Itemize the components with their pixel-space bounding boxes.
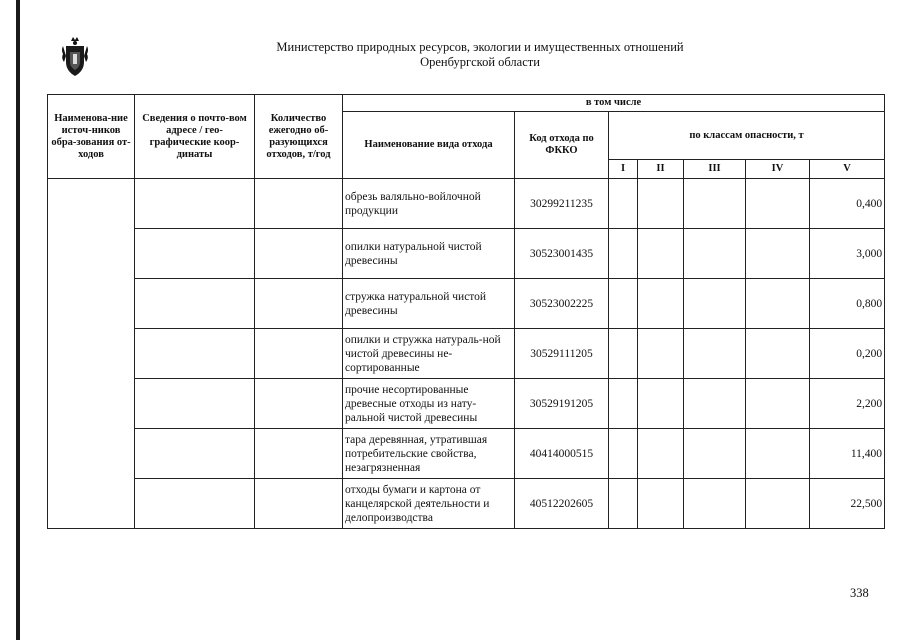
waste-name-cell: опилки и стружка натураль-ной чистой древесины не-сортированные [343,329,515,379]
coat-of-arms-icon [60,36,90,78]
table-row [48,179,885,229]
waste-table [47,94,885,529]
class-v-cell: 2,200 [810,379,885,429]
header-code: Код отхода по ФККО [515,112,609,179]
header-class-ii: II [638,160,684,179]
scan-margin-bar [16,0,20,640]
waste-name-cell: опилки натуральной чистой древесины [343,229,515,279]
waste-name-cell: стружка натуральной чистой древесины [343,279,515,329]
quantity-cell [255,479,343,529]
table-row [48,379,885,429]
address-cell [135,379,255,429]
source-cell [48,179,135,529]
table-row [48,479,885,529]
waste-name-cell: прочие несортированные древесные отходы из нату-ральной чистой древесины [343,379,515,429]
quantity-cell [255,329,343,379]
table-row [48,329,885,379]
waste-code-cell: 30523002225 [515,279,609,329]
class-v-cell: 11,400 [810,429,885,479]
page-number: 338 [850,586,869,600]
table-row [48,229,885,279]
waste-code-cell: 40512202605 [515,479,609,529]
waste-code-cell: 40414000515 [515,429,609,479]
header-class-iii: III [684,160,746,179]
table-row [48,429,885,479]
waste-name-cell: тара деревянная, утратившая потребительские свойства, незагрязненная [343,429,515,479]
quantity-cell [255,179,343,229]
waste-name-cell: обрезь валяльно-войлочной продукции [343,179,515,229]
quantity-cell [255,229,343,279]
quantity-cell [255,379,343,429]
address-cell [135,279,255,329]
document-header [160,40,800,70]
waste-name-cell: отходы бумаги и картона от канцелярской деятельности и делопроизводства [343,479,515,529]
waste-code-cell: 30299211235 [515,179,609,229]
class-v-cell: 3,000 [810,229,885,279]
header-source: Наименова-ние источ-ников обра-зования от-ходов [48,95,135,179]
header-waste-name: Наименование вида отхода [343,112,515,179]
table-row [48,279,885,329]
quantity-cell [255,429,343,479]
class-v-cell: 22,500 [810,479,885,529]
header-address: Сведения о почто-вом адресе / гео-графические коор-динаты [135,95,255,179]
header-quantity: Количество ежегодно об-разующихся отходов, т/год [255,95,343,179]
class-v-cell: 0,200 [810,329,885,379]
region-name: Оренбургской области [420,55,540,69]
waste-code-cell: 30523001435 [515,229,609,279]
class-v-cell: 0,800 [810,279,885,329]
header-class-v: V [810,160,885,179]
header-class-i: I [609,160,638,179]
address-cell [135,329,255,379]
address-cell [135,229,255,279]
address-cell [135,429,255,479]
waste-code-cell: 30529111205 [515,329,609,379]
ministry-name: Министерство природных ресурсов, экологии и имущественных отношений [276,40,684,54]
address-cell [135,179,255,229]
waste-code-cell: 30529191205 [515,379,609,429]
header-classes: по классам опасности, т [609,112,885,160]
header-class-iv: IV [746,160,810,179]
header-in-total: в том числе [343,95,885,112]
class-v-cell: 0,400 [810,179,885,229]
quantity-cell [255,279,343,329]
address-cell [135,479,255,529]
